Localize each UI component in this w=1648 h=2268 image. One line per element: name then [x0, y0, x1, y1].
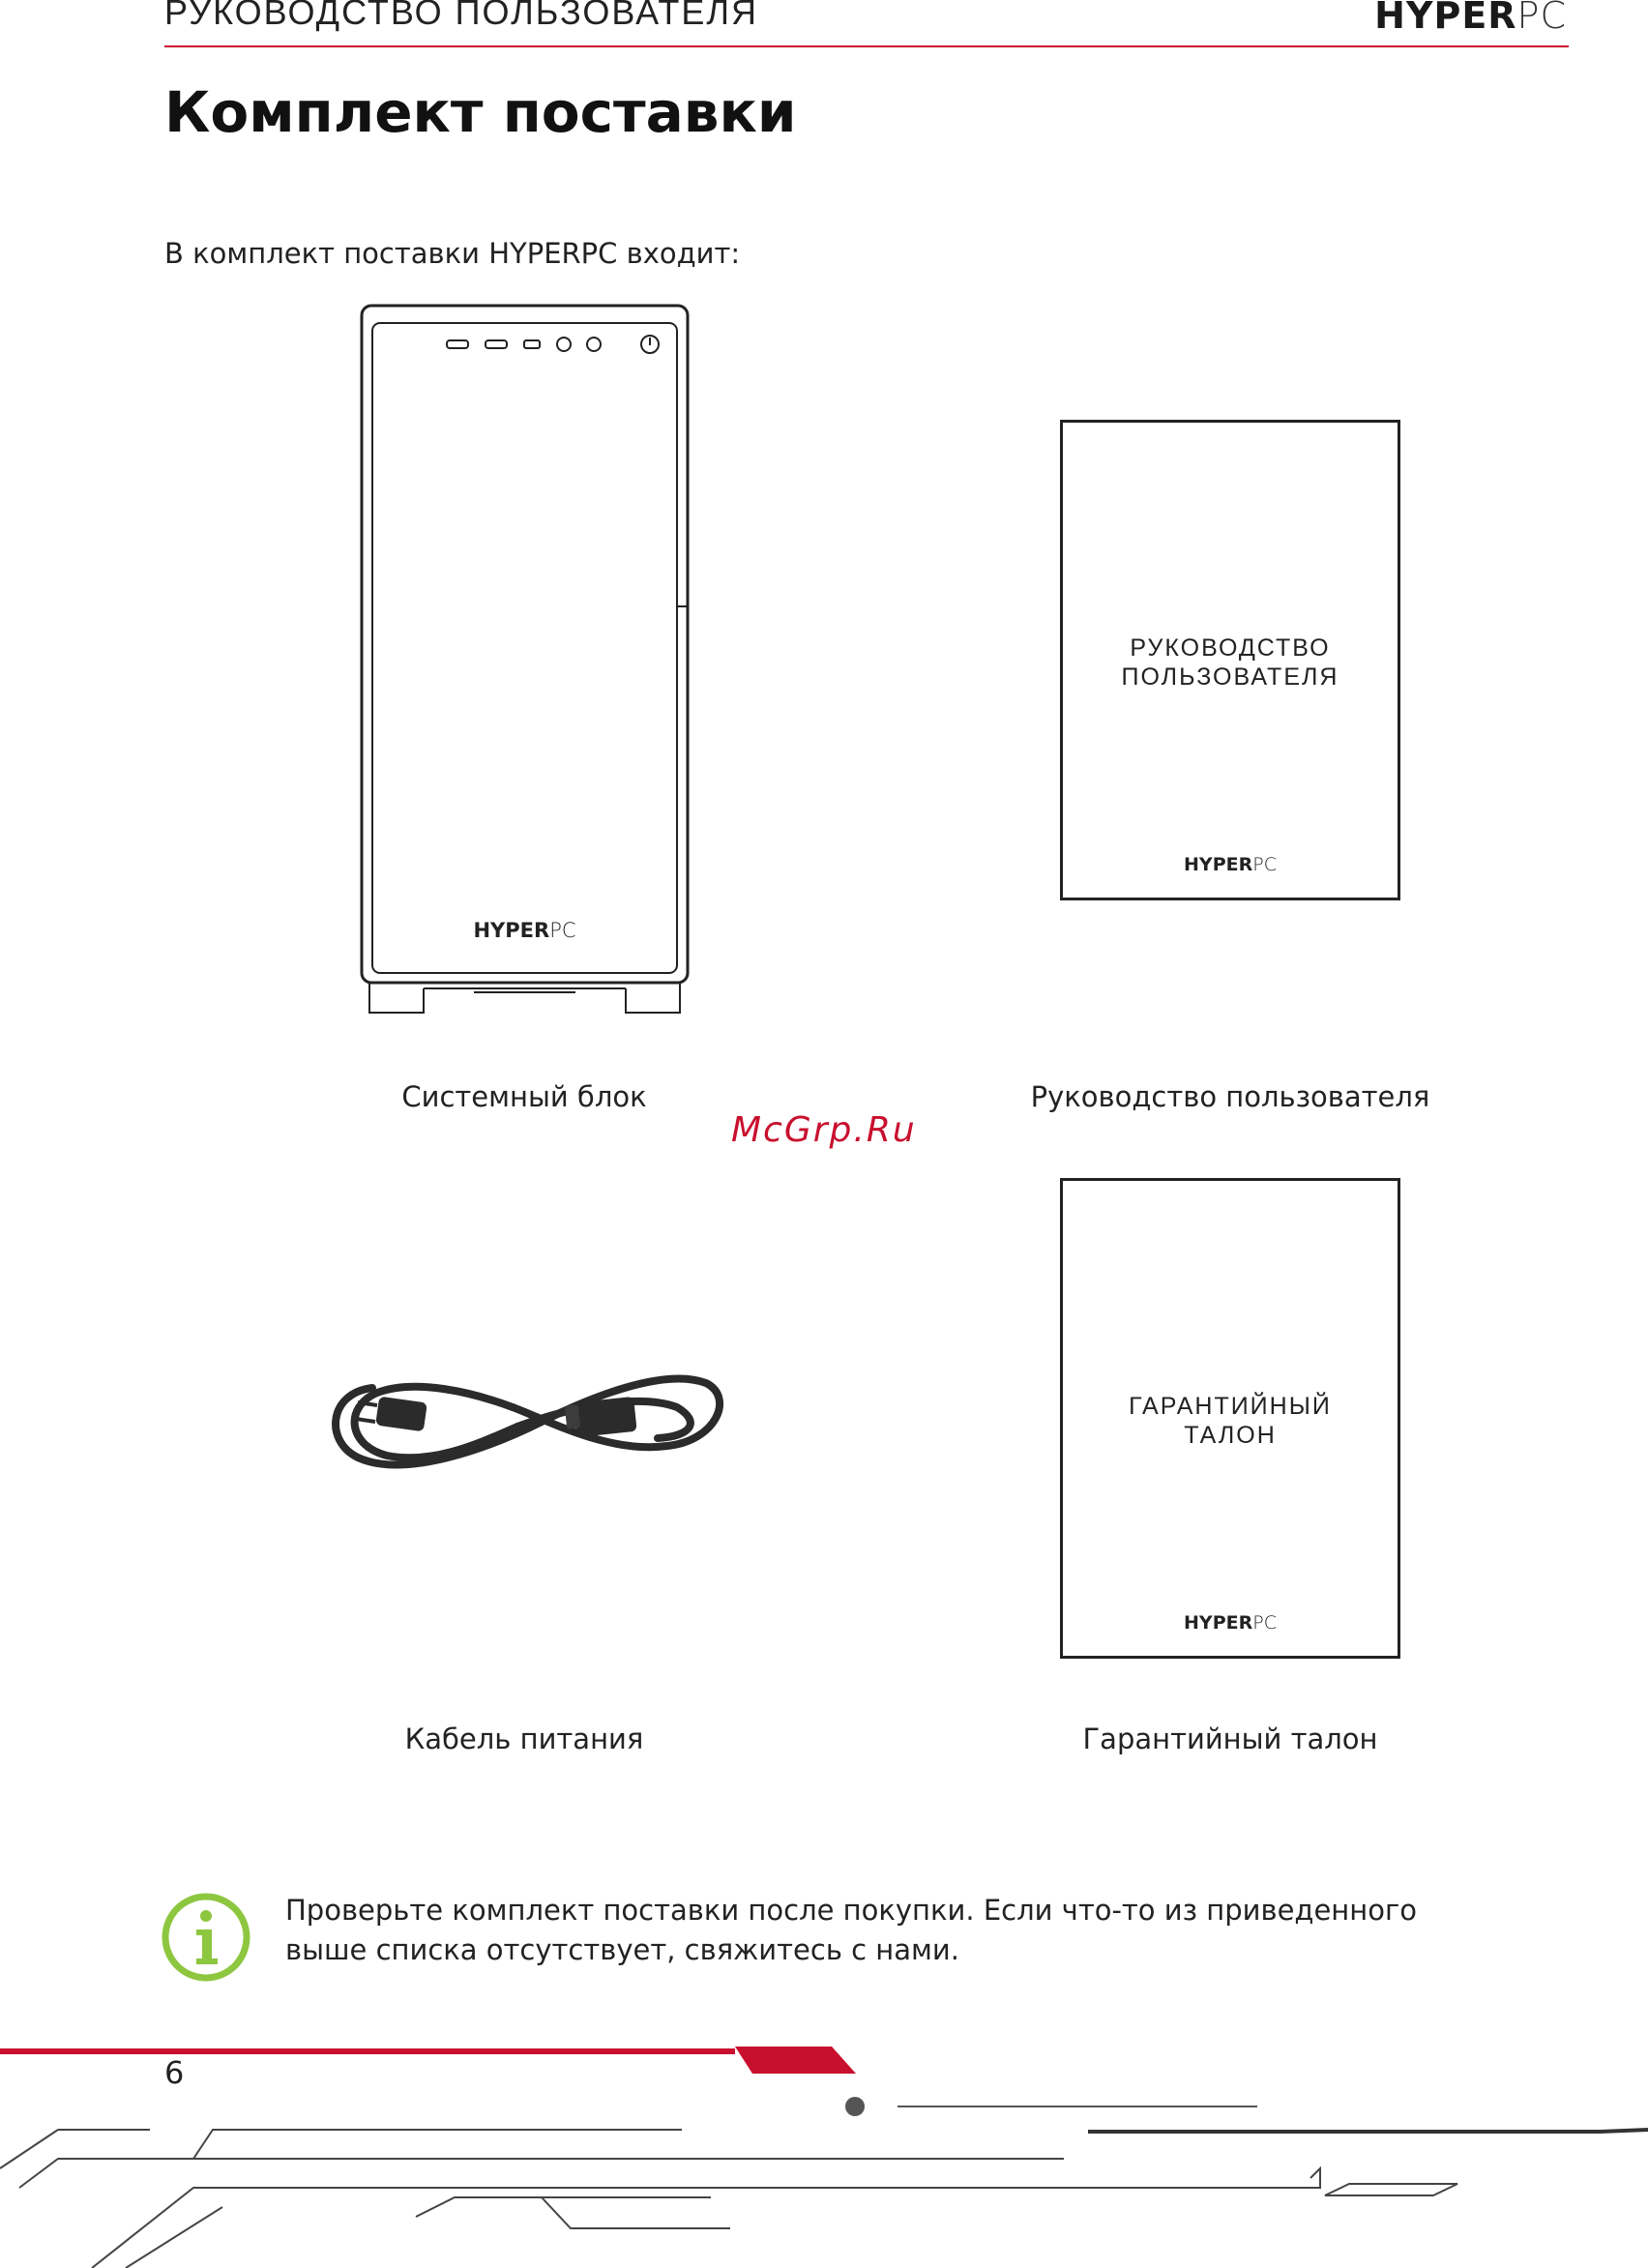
note-text: Проверьте комплект поставки после покупки. Если что-то из приведенного выше списка отсутствует, свяжитесь с нами. [285, 1894, 1417, 1966]
warranty-logo-light: PC [1252, 1612, 1277, 1634]
system-unit-logo-bold: HYPER [473, 919, 550, 942]
system-unit-logo-light: PC [549, 919, 576, 942]
manual-logo-bold: HYPER [1184, 854, 1253, 875]
page-number: 6 [164, 2054, 185, 2091]
caption-warranty-card: Гарантийный талон [1082, 1723, 1378, 1755]
warranty-cover-logo [1063, 1612, 1398, 1634]
user-manual-booklet [1060, 420, 1400, 900]
caption-user-manual: Руководство пользователя [1030, 1080, 1430, 1113]
caption-system-unit: Системный блок [401, 1080, 647, 1113]
warranty-card-booklet [1060, 1178, 1400, 1659]
watermark: McGrp.Ru [731, 1110, 917, 1150]
info-icon [160, 1891, 252, 1984]
page-title: Комплект поставки [164, 79, 797, 145]
manual-cover-logo [1063, 854, 1398, 875]
manual-cover-line-2: ПОЛЬЗОВАТЕЛЯ [1121, 663, 1339, 691]
footer-decoration [0, 2043, 1648, 2268]
header-logo-bold: HYPER [1374, 0, 1517, 37]
header-logo-light: PC [1516, 0, 1567, 37]
intro-text: В комплект поставки HYPERPC входит: [164, 237, 741, 270]
warranty-cover-line-2: ТАЛОН [1184, 1422, 1277, 1449]
header-title: РУКОВОДСТВО ПОЛЬЗОВАТЕЛЯ [164, 0, 758, 32]
header-rule [164, 45, 1569, 47]
warranty-logo-bold: HYPER [1184, 1612, 1253, 1634]
manual-cover-line-1: РУКОВОДСТВО [1130, 634, 1331, 662]
warranty-cover-line-1: ГАРАНТИЙНЫЙ [1129, 1393, 1332, 1420]
system-unit-logo [358, 919, 692, 942]
header-logo [1374, 0, 1567, 37]
power-cable-illustration [319, 1349, 730, 1485]
manual-logo-light: PC [1252, 854, 1277, 875]
caption-power-cable: Кабель питания [404, 1723, 644, 1755]
system-unit-illustration [358, 302, 692, 1017]
